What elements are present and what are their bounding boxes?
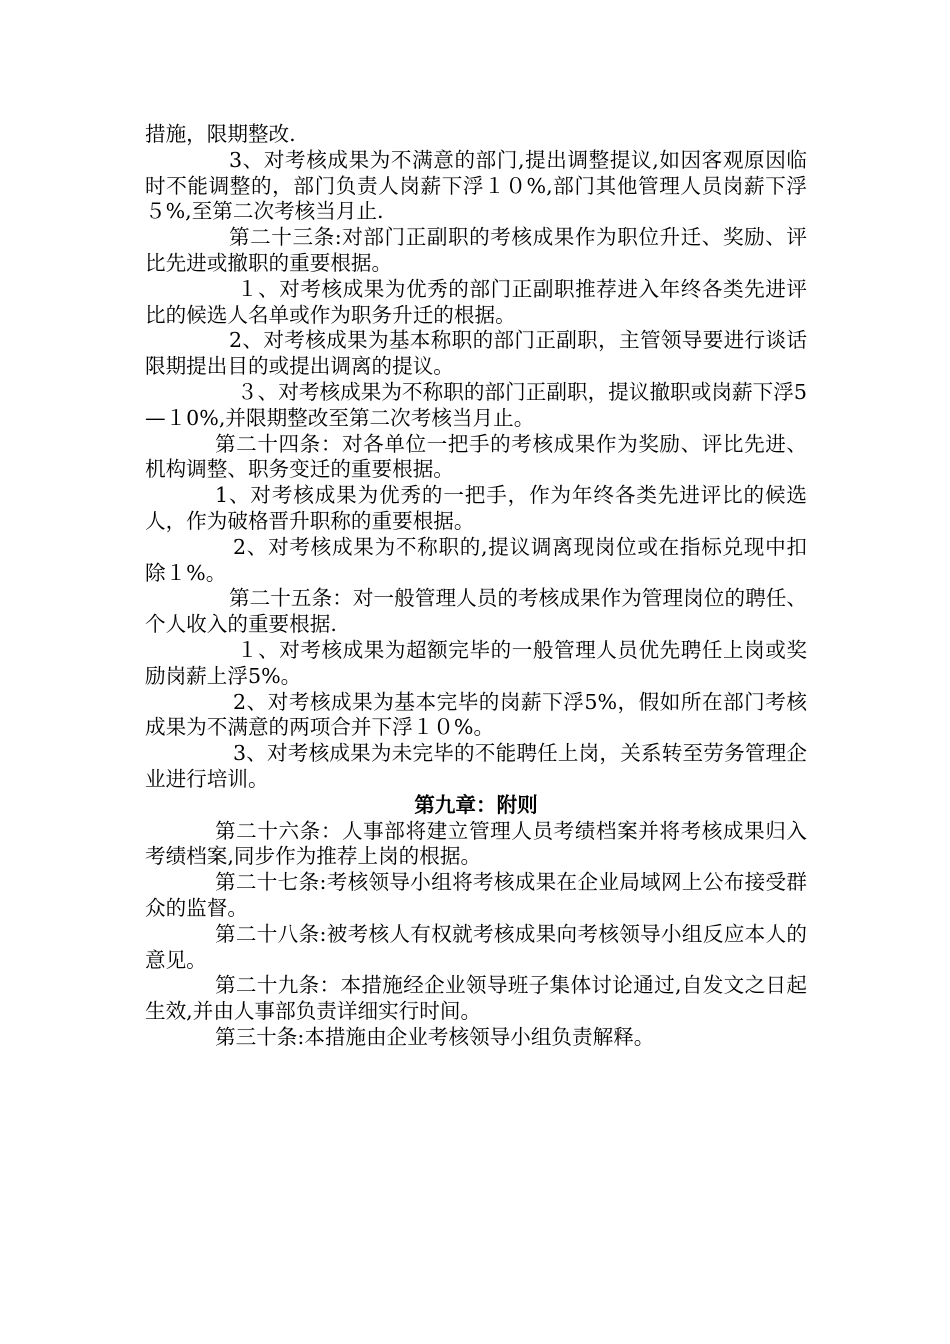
chapter-heading: 第九章：附则 [414, 792, 538, 817]
article-30: 第三十条:本措施由企业考核领导小组负责解释。 [215, 1024, 655, 1049]
article-25: 第二十五条：对一般管理人员的考核成果作为管理岗位的聘任、个人收入的重要根据. [145, 586, 807, 637]
article-23-item-2: 2、对考核成果为基本称职的部门正副职，主管领导要进行谈话限期提出目的或提出调离的提议。 [145, 328, 807, 379]
paragraph-item-3-unsatisfied: 3、对考核成果为不满意的部门,提出调整提议,如因客观原因临时不能调整的，部门负责人岗薪下浮１０%,部门其他管理人员岗薪下浮５%,至第二次考核当月止. [145, 147, 807, 224]
article-24: 第二十四条：对各单位一把手的考核成果作为奖励、评比先进、机构调整、职务变迁的重要根据。 [145, 431, 807, 482]
article-28: 第二十八条:被考核人有权就考核成果向考核领导小组反应本人的意见。 [145, 921, 807, 972]
article-29: 第二十九条：本措施经企业领导班子集体讨论通过,自发文之日起生效,并由人事部负责详细实行时间。 [145, 973, 807, 1024]
paragraph-continuation: 措施，限期整改. [145, 122, 296, 146]
article-23-item-1: １、对考核成果为优秀的部门正副职推荐进入年终各类先进评比的候选人名单或作为职务升迁的根据。 [145, 276, 807, 327]
article-23-item-3: ３、对考核成果为不称职的部门正副职，提议撤职或岗薪下浮5—１0%,并限期整改至第二次考核当月止。 [145, 379, 807, 430]
article-24-item-1: 1、对考核成果为优秀的一把手，作为年终各类先进评比的候选人，作为破格晋升职称的重要根据。 [145, 483, 807, 533]
article-25-item-3: 3、对考核成果为未完毕的不能聘任上岗，关系转至劳务管理企业进行培训。 [145, 741, 807, 791]
article-26: 第二十六条：人事部将建立管理人员考绩档案并将考核成果归入考绩档案,同步作为推荐上岗的根据。 [145, 818, 807, 869]
article-23: 第二十三条:对部门正副职的考核成果作为职位升迁、奖励、评比先进或撤职的重要根据。 [145, 225, 807, 275]
article-24-item-2: 2、对考核成果为不称职的,提议调离现岗位或在指标兑现中扣除１%。 [145, 534, 807, 585]
document-page [145, 122, 807, 1051]
article-25-item-1: １、对考核成果为超额完毕的一般管理人员优先聘任上岗或奖励岗薪上浮5%。 [145, 637, 807, 688]
article-25-item-2: 2、对考核成果为基本完毕的岗薪下浮5%，假如所在部门考核成果为不满意的两项合并下浮１０%。 [145, 689, 807, 740]
article-27: 第二十七条:考核领导小组将考核成果在企业局域网上公布接受群众的监督。 [145, 870, 807, 920]
